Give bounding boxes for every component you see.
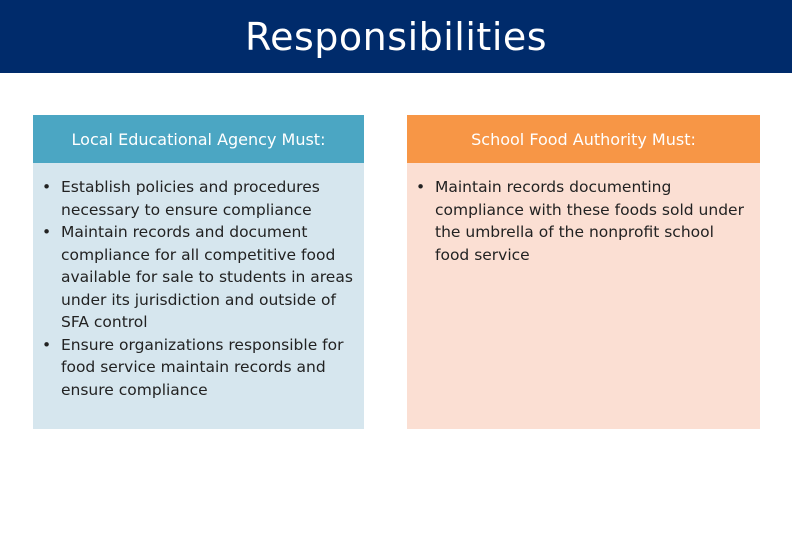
slide-title: Responsibilities xyxy=(244,14,548,59)
sfa-list xyxy=(407,163,760,266)
list-item: • Maintain records and document compliance for all competitive food available for sale to students in areas under its jurisdiction and outside of SFA control xyxy=(61,221,354,334)
title-bar xyxy=(0,0,792,73)
list-item: • Ensure organizations responsible for food service maintain records and ensure compliance xyxy=(61,334,354,402)
list-item: • Maintain records documenting compliance with these foods sold under the umbrella of the nonprofit school food service xyxy=(435,176,750,266)
lea-panel-header: Local Educational Agency Must: xyxy=(33,115,364,163)
list-item: • Establish policies and procedures necessary to ensure compliance xyxy=(61,176,354,221)
sfa-panel-header: School Food Authority Must: xyxy=(407,115,760,163)
sfa-panel xyxy=(407,115,760,429)
lea-panel xyxy=(33,115,364,429)
lea-list xyxy=(33,163,364,401)
